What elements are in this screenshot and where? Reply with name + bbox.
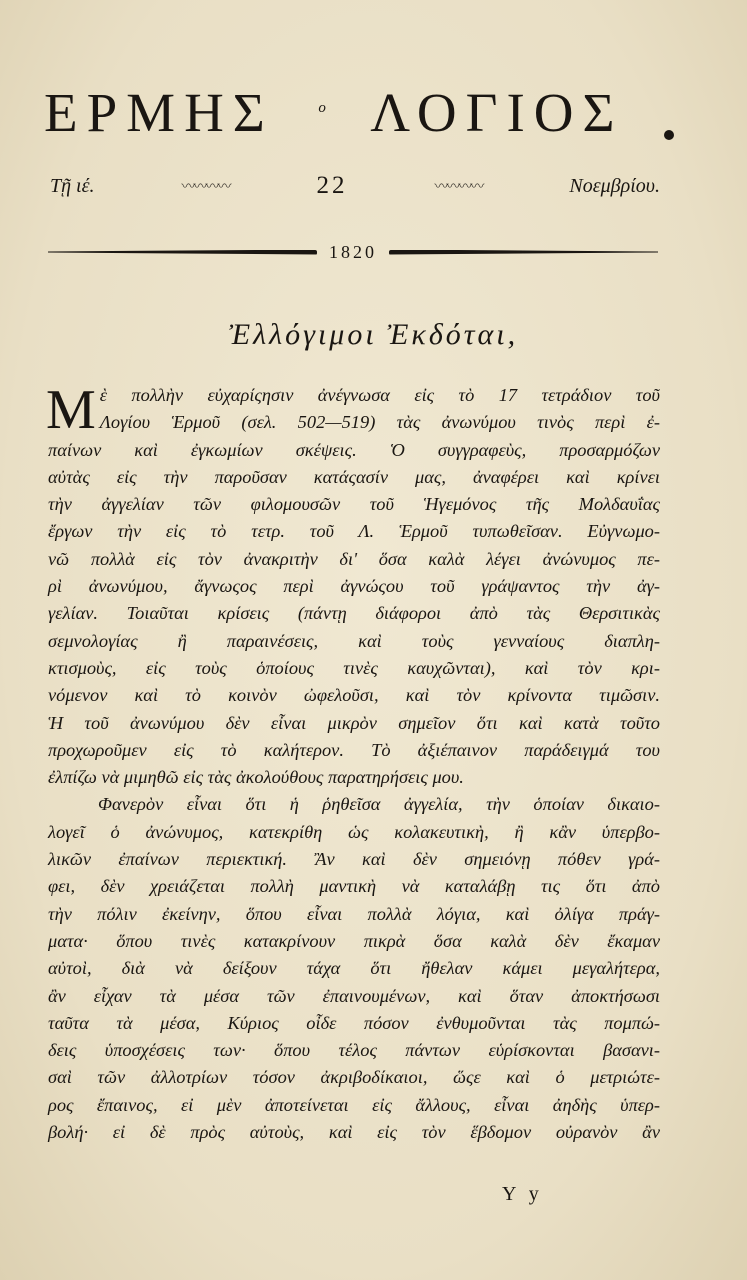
- dateline-day: Τῇ ιέ.: [50, 174, 95, 197]
- masthead-left-word: ΕΡΜΗΣ: [44, 82, 274, 143]
- text-line: σαὶ τῶν ἀλλοτρίων τόσον ἀκριβοδίκαιοι, ὥςε καὶ ὁ μετριώτε-: [48, 1067, 660, 1088]
- text-line: αὐτὰς εἰς τὴν παροῦσαν κατάςασίν μας, ἀναφέρει καὶ κρίνει: [48, 466, 660, 487]
- article-heading: Ἐλλόγιμοι Ἐκδόται,: [228, 318, 519, 351]
- text-line: φει, δὲν χρειάζεται πολλὴ μαντικὴ νὰ καταλάβῃ τις ὅτι ἀπὸ: [48, 876, 660, 897]
- ornament-left: 〰〰〰〰: [181, 180, 230, 195]
- year-rule: [48, 240, 658, 264]
- text-line: ἔργων τὴν εἰς τὸ τετρ. τοῦ Λ. Ἑρμοῦ τυπωθεῖσαν. Εὐγνωμο-: [48, 521, 660, 542]
- text-line: προχωροῦμεν εἰς τὸ καλήτερον. Τὸ ἀξιέπαινον παράδειγμά του: [48, 739, 660, 760]
- text-line: αὐτοὶ, διὰ νὰ δείξουν τάχα ὅτι ἤθελαν κάμει μεγαλήτερα,: [48, 958, 660, 979]
- text-line: ταῦτα τὰ μέσα, Κύριος οἶδε πόσον ἐνθυμοῦνται τὰς πομπώ-: [48, 1012, 660, 1033]
- ornament-right: 〰〰〰〰: [434, 180, 483, 195]
- year: 1820: [329, 241, 377, 262]
- text-line: νόμενον καὶ τὸ κοινὸν ὠφελοῦσι, καὶ τὸν κρίνοντα τιμῶσιν.: [48, 685, 660, 706]
- paragraph-2: [48, 791, 660, 1146]
- text-line: Λογίου Ἑρμοῦ (σελ. 502—519) τὰς ἀνωνύμου τινὸς περὶ ἐ-: [99, 412, 660, 433]
- text-line: κτισμοὺς, εἰς τοὺς ὁποίους τινὲς καυχῶνται), καὶ τὸν κρι-: [48, 657, 660, 678]
- dateline: [50, 172, 660, 200]
- text-line: ὲ πολλὴν εὐχαρίςησιν ἀνέγνωσα εἰς τὸ 17 τετράδιον τοῦ: [99, 385, 660, 405]
- text-line: παίνων καὶ ἐγκωμίων σκέψεις. Ὁ συγγραφεὺς, προσαρμόζων: [48, 439, 660, 460]
- text-line: ἐλπίζω νὰ μιμηθῶ εἰς τὰς ἀκολούθους παρατηρήσεις μου.: [48, 767, 464, 788]
- text-line: γελίαν. Τοιαῦται κρίσεις (πάντῃ διάφοροι ἀπὸ τὰς Θερσιτικὰς: [48, 603, 660, 624]
- paragraph-1: [46, 379, 660, 791]
- masthead-dot: [664, 130, 674, 140]
- dateline-month: Νοεμβρίου.: [569, 174, 660, 197]
- text-line: ρὶ ἀνωνύμου, ἄγνωςος περὶ ἀγνώςου τοῦ γράψαντος τὴν ἀγ-: [48, 576, 660, 597]
- signature-mark: Y y: [502, 1183, 543, 1205]
- rule-right: [389, 250, 658, 255]
- issue-number: 22: [316, 172, 348, 199]
- text-line: ματα· ὅπου τινὲς κατακρίνουν πικρὰ ὅσα καλὰ δὲν ἔκαμαν: [48, 930, 660, 951]
- masthead: [44, 76, 674, 143]
- text-line: ρος ἔπαινος, εἰ μὲν ἀποτείνεται εἰς ἄλλους, εἶναι ἀηδὴς ὑπερ-: [48, 1094, 660, 1115]
- text-line: τὴν πόλιν ἐκείνην, ὅπου εἶναι πολλὰ λόγια, καὶ ὀλίγα πράγ-: [48, 903, 660, 924]
- text-line: Φανερὸν εἶναι ὅτι ἡ ῥηθεῖσα ἀγγελία, τὴν ὁποίαν δικαιο-: [98, 794, 660, 815]
- text-line: τὴν ἀγγελίαν τῶν φιλομουσῶν τοῦ Ἡγεμόνος τῆς Μολδαυΐας: [48, 494, 660, 515]
- rule-left: [48, 250, 317, 255]
- text-line: σεμνολογίας ἢ παραινέσεις, καὶ τοὺς γενναίους διαπλη-: [48, 630, 660, 651]
- article-body: [46, 379, 660, 1146]
- masthead-article: ο: [318, 99, 326, 116]
- text-line: βολή· εἰ δὲ πρὸς αὐτοὺς, καὶ εἰς τὸν ἕβδομον οὐρανὸν ἂν: [48, 1122, 660, 1143]
- text-line: Ἡ τοῦ ἀνωνύμου δὲν εἶναι μικρὸν σημεῖον ὅτι καὶ κατὰ τοῦτο: [48, 712, 660, 733]
- drop-cap: M: [46, 379, 96, 441]
- text-line: λικῶν ἐπαίνων περιεκτική. Ἂν καὶ δὲν σημειόνῃ πόθεν γρά-: [48, 849, 660, 870]
- text-line: λογεῖ ὁ ἀνώνυμος, κατεκρίθη ὡς κολακευτικὴ, ἢ κἂν ὑπερβο-: [48, 821, 660, 842]
- text-line: νῶ πολλὰ εἰς τὸν ἀνακριτὴν δι' ὅσα καλὰ λέγει ἀνώνυμος πε-: [48, 548, 660, 569]
- masthead-right-word: ΛΟΓΙΟΣ: [370, 82, 624, 143]
- text-line: ἂν εἶχαν τὰ μέσα τῶν ἐπαινουμένων, καὶ ὅταν ἀποκτήσωσι: [48, 985, 660, 1006]
- text-line: δεις ὑποσχέσεις των· ὅπου τέλος πάντων εὑρίσκονται βασανι-: [48, 1040, 660, 1061]
